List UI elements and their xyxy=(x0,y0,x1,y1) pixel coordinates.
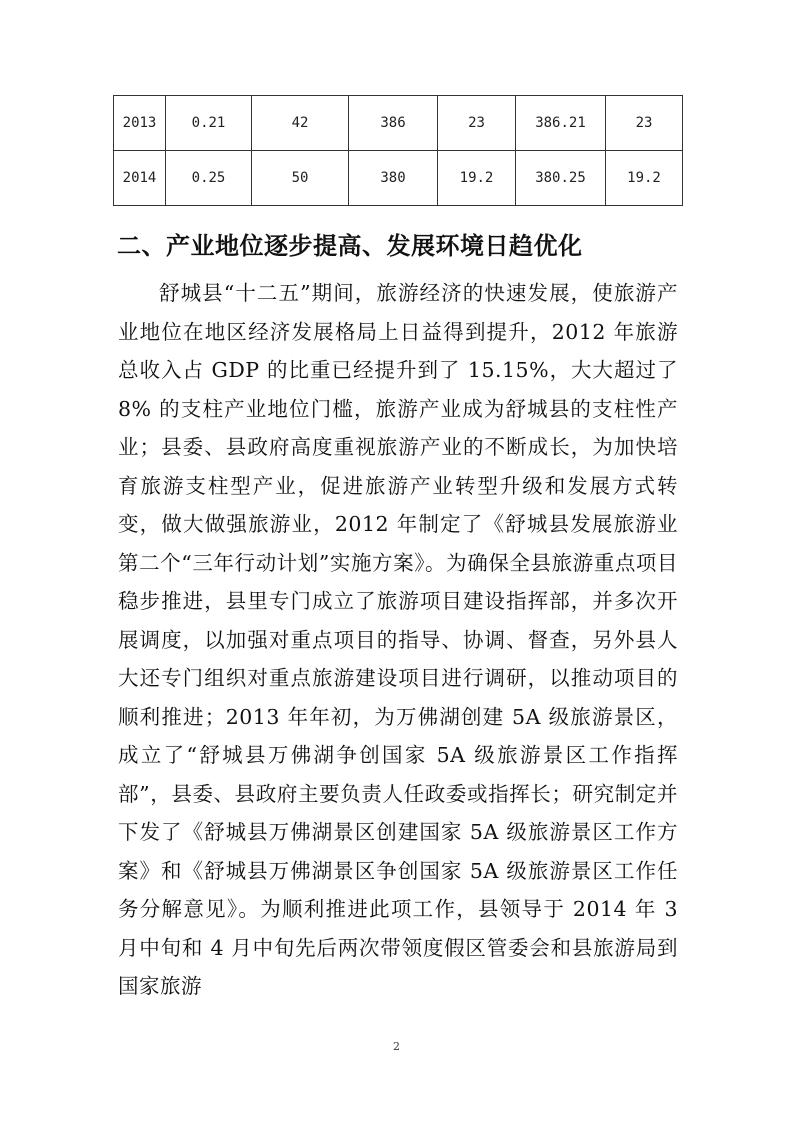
table-cell: 380 xyxy=(349,151,438,206)
table-cell: 386.21 xyxy=(516,96,606,151)
table-row xyxy=(114,151,683,206)
table-row xyxy=(114,96,683,151)
table-cell: 0.25 xyxy=(166,151,252,206)
table-cell: 19.2 xyxy=(606,151,683,206)
table-cell: 386 xyxy=(349,96,438,151)
page-number: 2 xyxy=(393,1040,400,1053)
table-cell: 19.2 xyxy=(438,151,516,206)
table-cell: 23 xyxy=(606,96,683,151)
body-paragraph: 舒城县“十二五”期间，旅游经济的快速发展，使旅游产业地位在地区经济发展格局上日益得到提升，2012 年旅游总收入占 GDP 的比重已经提升到了 15.15%，大大超过了 8% 的支柱产业地位门槛，旅游产业成为舒城县的支柱性产业；县委、县政府高度重视旅游产业的不断成长，为加快培育旅游支柱型产业，促进旅游产业转型升级和发展方式转变，做大做强旅游业，2012 年制定了《舒城县发展旅游业第二个“三年行动计划”实施方案》。为确保全县旅游重点项目稳步推进，县里专门成立了旅游项目建设指挥部，并多次开展调度，以加强对重点项目的指导、协调、督查，另外县人大还专门组织对重点旅游建设项目进行调研，以推动项目的顺利推进；2013 年年初，为万佛湖创建 5A 级旅游景区，成立了“舒城县万佛湖争创国家 5A 级旅游景区工作指挥部”，县委、县政府主要负责人任政委或指挥长；研究制定并下发了《舒城县万佛湖景区创建国家 5A 级旅游景区工作方案》和《舒城县万佛湖景区争创国家 5A 级旅游景区工作任务分解意见》。为顺利推进此项工作，县领导于 2014 年 3 月中旬和 4 月中旬先后两次带领度假区管委会和县旅游局到国家旅游 xyxy=(118,281,678,998)
table-cell: 50 xyxy=(252,151,349,206)
table-cell: 0.21 xyxy=(166,96,252,151)
data-table xyxy=(113,95,683,206)
table-cell: 380.25 xyxy=(516,151,606,206)
table-cell: 2014 xyxy=(114,151,166,206)
section-heading: 二、产业地位逐步提高、发展环境日趋优化 xyxy=(117,232,583,260)
table-cell: 2013 xyxy=(114,96,166,151)
table-cell: 42 xyxy=(252,96,349,151)
table-cell: 23 xyxy=(438,96,516,151)
